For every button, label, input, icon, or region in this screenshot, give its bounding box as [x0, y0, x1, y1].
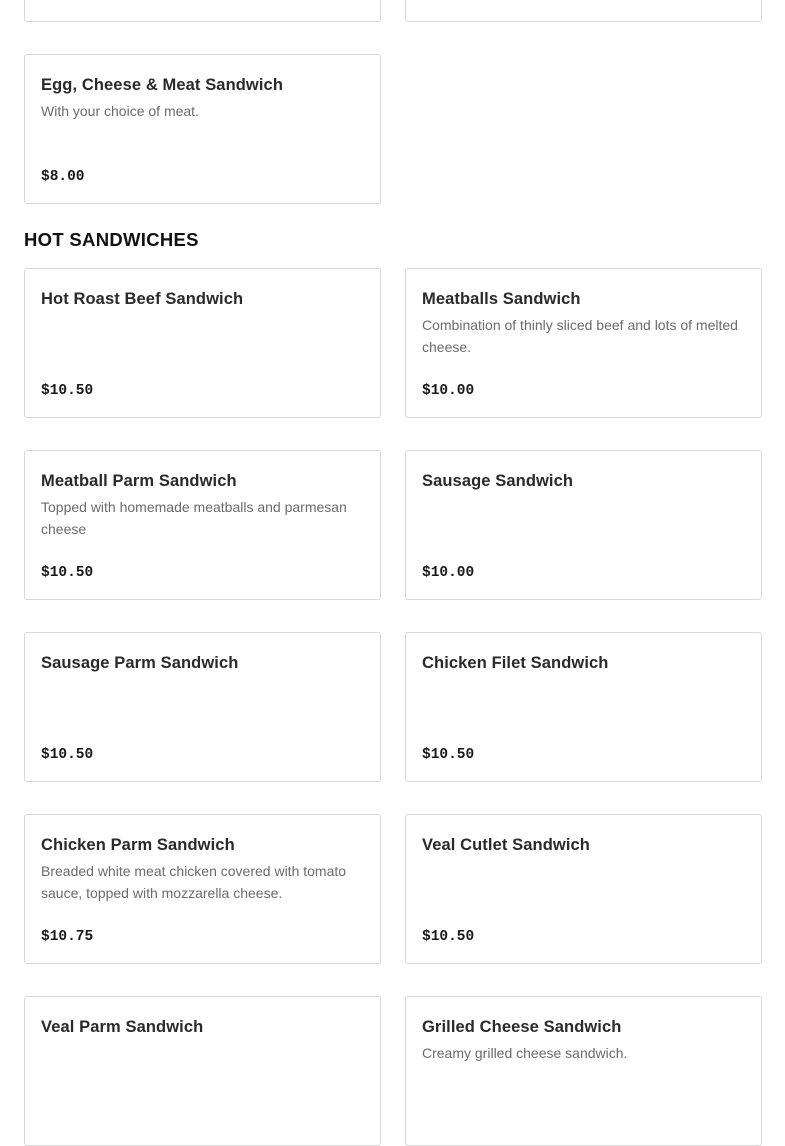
menu-item-veal-cutlet[interactable] [405, 814, 762, 964]
menu-item-sausage-parm[interactable] [24, 632, 381, 782]
menu-item-price: $10.00 [422, 383, 475, 399]
menu-item-price: $10.00 [422, 565, 475, 581]
menu-item-price: $10.50 [41, 565, 94, 581]
menu-item-chicken-filet[interactable] [405, 632, 762, 782]
menu-item-card[interactable] [405, 0, 762, 22]
menu-item-meatball-parm[interactable] [24, 450, 381, 600]
menu-item-name: Meatball Parm Sandwich [41, 472, 237, 490]
menu-item-name: Sausage Sandwich [422, 472, 574, 490]
menu-item-description: With your choice of meat. [41, 103, 199, 119]
menu-item-price: $10.50 [422, 929, 475, 945]
menu-item-name: Meatballs Sandwich [422, 290, 581, 308]
menu-item-chicken-parm[interactable] [24, 814, 381, 964]
menu-item-price: $10.50 [422, 747, 475, 763]
section-title-hot-sandwiches: HOT SANDWICHES [24, 229, 199, 250]
menu-item-description: Combination of thinly sliced beef and lots of melted cheese. [422, 317, 738, 355]
menu-item-name: Egg, Cheese & Meat Sandwich [41, 76, 284, 94]
menu-item-price: $8.00 [41, 169, 85, 185]
menu-item-name: Veal Parm Sandwich [41, 1018, 204, 1036]
menu-item-hot-roast-beef[interactable] [24, 268, 381, 418]
menu-item-veal-parm[interactable] [24, 996, 381, 1146]
menu-item-name: Chicken Parm Sandwich [41, 836, 235, 854]
menu-item-card[interactable] [24, 0, 381, 22]
menu-item-price: $10.50 [41, 383, 94, 399]
menu-item-name: Chicken Filet Sandwich [422, 654, 609, 672]
menu-item-price: $10.75 [41, 929, 94, 945]
menu-item-egg-cheese-meat[interactable] [24, 54, 381, 204]
menu-item-grilled-cheese[interactable] [405, 996, 762, 1146]
menu-item-sausage[interactable] [405, 450, 762, 600]
menu-item-description: Topped with homemade meatballs and parmesan cheese [41, 499, 347, 537]
menu-item-description: Breaded white meat chicken covered with tomato sauce, topped with mozzarella cheese. [41, 863, 347, 901]
menu-item-name: Sausage Parm Sandwich [41, 654, 239, 672]
menu-item-name: Veal Cutlet Sandwich [422, 836, 590, 854]
menu-item-name: Hot Roast Beef Sandwich [41, 290, 244, 308]
menu-item-description: Creamy grilled cheese sandwich. [422, 1045, 628, 1061]
menu-item-meatballs[interactable] [405, 268, 762, 418]
menu-item-name: Grilled Cheese Sandwich [422, 1018, 622, 1036]
menu-item-price: $10.50 [41, 747, 94, 763]
